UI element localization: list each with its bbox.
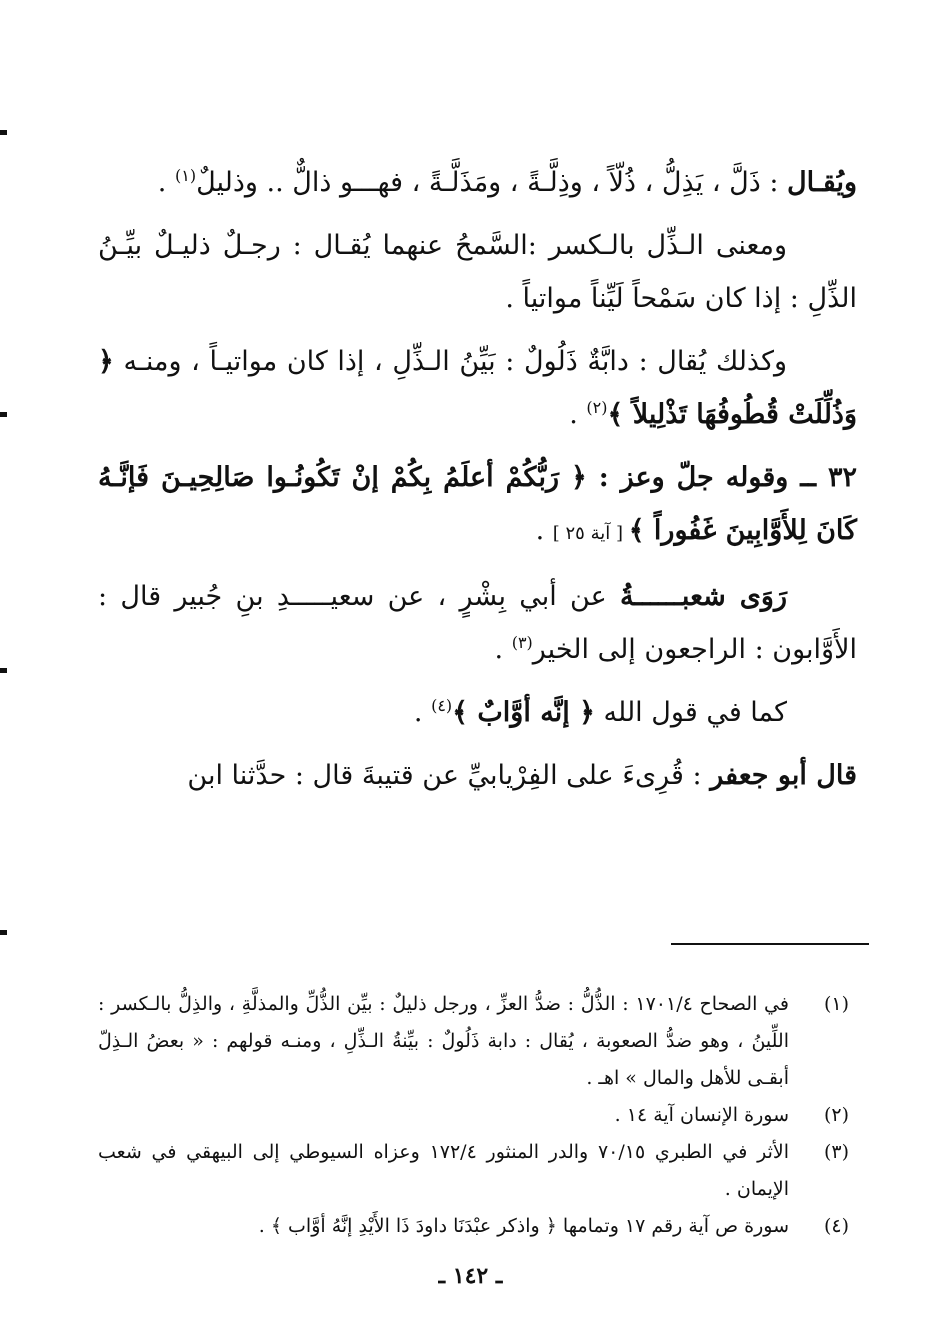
footnote-ref[interactable]: (١) <box>174 166 197 185</box>
footnote-number: (١) <box>823 993 849 1015</box>
footnote-item <box>98 986 849 1097</box>
paragraph-text: عن أبي بِشْرٍ ، عن سعيـــــدِ بنِ جُبير قال : الأَوَّابون : الراجعون إلى الخير <box>98 581 857 665</box>
section-heading: ٣٢ ــ وقوله جلّ وعز : <box>586 462 858 493</box>
footnote-number: (٤) <box>823 1215 849 1237</box>
footnote-ref[interactable]: (٣) <box>511 633 533 652</box>
footnote-text: الأثر في الطبري ٧٠/١٥ والدر المنثور ١٧٢/٤ وعزاه السيوطي إلى البيهقي في شعب الإيمان . <box>98 1141 789 1200</box>
footnote-ref[interactable]: (٤) <box>431 696 453 715</box>
footnote-separator <box>671 943 869 945</box>
paragraph-text: ومعنى الـذِّل بالـكسر :السَّمحُ عنهما يُقـال : رجـلٌ ذليـلٌ بيِّـنُ الذِّلِ : إذا كان سَمْحاً لَيِّناً مواتياً . <box>98 230 857 314</box>
footnote-text: سورة ص آية رقم ١٧ وتمامها ﴿ واذكر عبْدَنَا داودَ ذَا الأَيْدِ إنَّهُ أوَّاب ﴾ . <box>258 1215 789 1237</box>
paragraph-end: . <box>569 399 587 430</box>
paragraph-4 <box>98 451 857 560</box>
ayah-reference: [ آية ٢٥ ] <box>552 523 629 544</box>
footnote-text: سورة الإنسان آية ١٤ . <box>614 1104 789 1126</box>
paragraph-end: . <box>535 515 553 546</box>
paragraph-text: كما في قول الله <box>594 697 787 728</box>
scan-margin-mark <box>0 668 7 673</box>
footnote-item <box>98 1208 849 1245</box>
footnote-text: في الصحاح ١٧٠١/٤ : الذُّلُّ : ضدُّ العزِّ ، ورجل ذليلٌ : بيِّن الذُّلِّ والمذلَّةِ ، والذِلُّ بالـكسر : اللِّينُ ، وهو ضدُّ الصعوبة ، يُقال : دابة ذَلُولٌ : بيِّنةُ الـذِّلِ ، ومنـه قولهم : « بعضُ الـذِلّ أبقـى للأهل والمال » اهـ . <box>98 993 789 1089</box>
footnote-item <box>98 1134 849 1208</box>
footnote-number: (٢) <box>823 1104 849 1126</box>
scan-margin-mark <box>0 412 7 417</box>
quran-verse: ﴿ إنَّه أوَّابٌ ﴾ <box>452 697 595 728</box>
paragraph-end: . <box>157 167 175 198</box>
paragraph-6 <box>98 686 857 739</box>
quran-verse: ﴿ رَبُّكُمْ أعلَمُ بِكُمْ إنْ تَكُونُـوا صَالِحِيـنَ فَإنَّـهُ كَانَ لِلأَوَّابِينَ غَفُوراً ﴾ <box>98 462 857 546</box>
paragraph-5 <box>98 570 857 676</box>
scan-margin-mark <box>0 930 7 935</box>
footnotes <box>98 986 849 1245</box>
scan-margin-mark <box>0 130 7 135</box>
main-text <box>98 156 857 812</box>
paragraph-1 <box>98 156 857 209</box>
footnote-item <box>98 1097 849 1134</box>
narrator-name: رَوَى شعبــــــةُ <box>619 581 788 612</box>
paragraph-7 <box>98 749 857 802</box>
footnote-ref[interactable]: (٢) <box>586 398 608 417</box>
lead-word: قال أبو جعفر <box>710 760 857 791</box>
paragraph-end: . <box>413 697 432 728</box>
paragraph-2 <box>98 219 857 325</box>
paragraph-3 <box>98 335 857 441</box>
footnote-number: (٣) <box>823 1141 849 1163</box>
quran-verse: ﴿ وَذُلِّلَتْ قُطُوفُهَا تَذْلِيلاً ﴾ <box>98 346 857 430</box>
paragraph-text: وكذلك يُقال : دابَّةٌ ذَلُولٌ : بَيِّنُ الـذِّلِ ، إذا كان مواتيـاً ، ومنـه <box>123 346 787 377</box>
lead-word: ويُقـال <box>787 167 857 198</box>
paragraph-text: : قُرِىءَ على الفِرْيابيِّ عن قتيبةَ قال : حدَّثنا ابن <box>187 760 711 791</box>
paragraph-text: : ذَلَّ ، يَذِلُّ ، ذُلّاً ، وذِلَّـةً ، ومَذَلَّـةً ، فهـــو ذالٌّ .. وذليلٌ <box>196 167 788 198</box>
paragraph-end: . <box>494 634 512 665</box>
page-number: ـ ١٤٢ ـ <box>438 1263 503 1289</box>
